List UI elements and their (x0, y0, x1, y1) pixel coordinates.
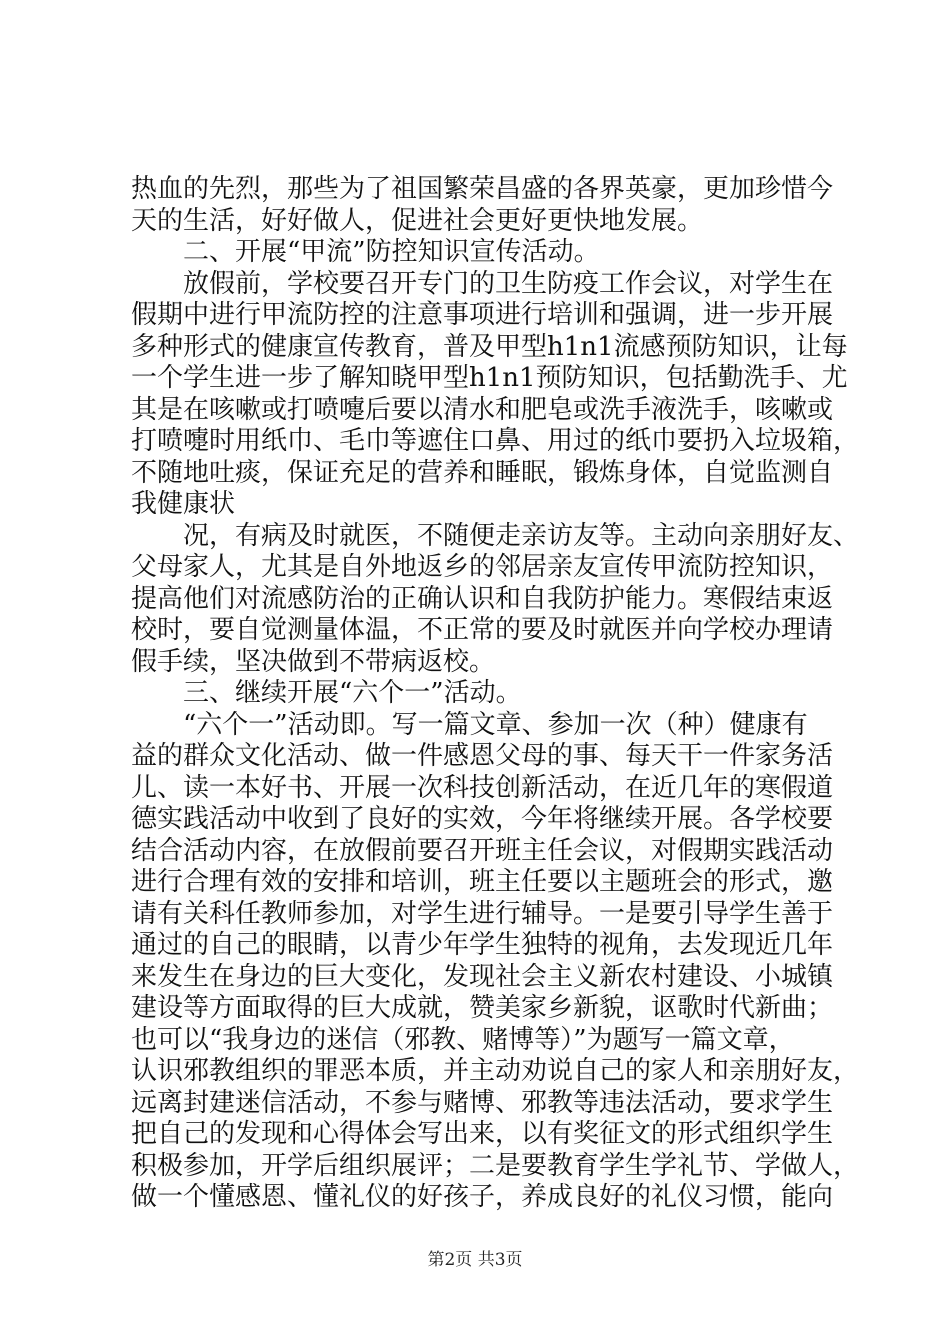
text-line: “六个一”活动即。写一篇文章、参加一次（种）健康有 (183, 709, 808, 740)
text-line: 放假前，学校要召开专门的卫生防疫工作会议，对学生在 (183, 268, 834, 299)
text-line: 父母家人，尤其是自外地返乡的邻居亲友宣传甲流防控知识， (131, 552, 834, 582)
text-line: 请有关科任教师参加，对学生进行辅导。一是要引导学生善于 (131, 898, 834, 929)
document-body (131, 174, 860, 1214)
text-line: 提高他们对流感防治的正确认识和自我防护能力。寒假结束返 (131, 583, 834, 614)
text-line: 热血的先烈，那些为了祖国繁荣昌盛的各界英豪，更加珍惜今 (131, 174, 834, 204)
text-line: 把自己的发现和心得体会写出来，以有奖征文的形式组织学生 (131, 1119, 834, 1149)
text-line: 况，有病及时就医，不随便走亲访友等。主动向亲朋好友、 (183, 520, 860, 551)
text-line: 多种形式的健康宣传教育，普及甲型h1n1流感预防知识，让每 (131, 331, 848, 362)
text-line: 一个学生进一步了解知晓甲型h1n1预防知识，包括勤洗手、尤 (131, 363, 848, 393)
text-line: 其是在咳嗽或打喷嚏后要以清水和肥皂或洗手液洗手，咳嗽或 (131, 394, 834, 425)
text-line: 益的群众文化活动、做一件感恩父母的事、每天干一件家务活 (131, 741, 834, 771)
text-line: 校时，要自觉测量体温，不正常的要及时就医并向学校办理请 (131, 615, 834, 645)
text-line: 打喷嚏时用纸巾、毛巾等遮住口鼻、用过的纸巾要扔入垃圾箱， (131, 426, 860, 456)
text-line: 进行合理有效的安排和培训，班主任要以主题班会的形式，邀 (131, 867, 834, 897)
text-line: 德实践活动中收到了良好的实效，今年将继续开展。各学校要 (131, 804, 834, 834)
section-heading: 三、继续开展“六个一”活动。 (183, 678, 522, 708)
text-line: 积极参加，开学后组织展评；二是要教育学生学礼节、学做人， (131, 1150, 860, 1181)
section-heading: 二、开展“甲流”防控知识宣传活动。 (183, 237, 600, 267)
text-line: 不随地吐痰，保证充足的营养和睡眠，锻炼身体，自觉监测自 (131, 457, 834, 488)
text-line: 通过的自己的眼睛，以青少年学生独特的视角，去发现近几年 (131, 930, 834, 960)
text-line: 天的生活，好好做人，促进社会更好更快地发展。 (131, 205, 704, 236)
text-line: 认识邪教组织的罪恶本质，并主动劝说自己的家人和亲朋好友， (131, 1056, 860, 1086)
text-line: 结合活动内容，在放假前要召开班主任会议，对假期实践活动 (131, 835, 834, 866)
text-line: 我健康状 (131, 489, 236, 519)
text-line: 远离封建迷信活动，不参与赌博、邪教等违法活动，要求学生 (131, 1087, 834, 1118)
text-line: 儿、读一本好书、开展一次科技创新活动，在近几年的寒假道 (131, 772, 834, 803)
text-line: 建设等方面取得的巨大成就，赞美家乡新貌，讴歌时代新曲； (131, 993, 834, 1023)
page-number: 第2页 共3页 (427, 1250, 523, 1270)
text-line: 做一个懂感恩、懂礼仪的好孩子，养成良好的礼仪习惯，能向 (131, 1182, 834, 1212)
text-line: 假期中进行甲流防控的注意事项进行培训和强调，进一步开展 (131, 300, 834, 330)
text-line: 来发生在身边的巨大变化，发现社会主义新农村建设、小城镇 (131, 961, 834, 992)
text-line: 假手续，坚决做到不带病返校。 (131, 646, 496, 677)
text-line: 也可以“我身边的迷信（邪教、赌博等）”为题写一篇文章， (131, 1024, 795, 1055)
